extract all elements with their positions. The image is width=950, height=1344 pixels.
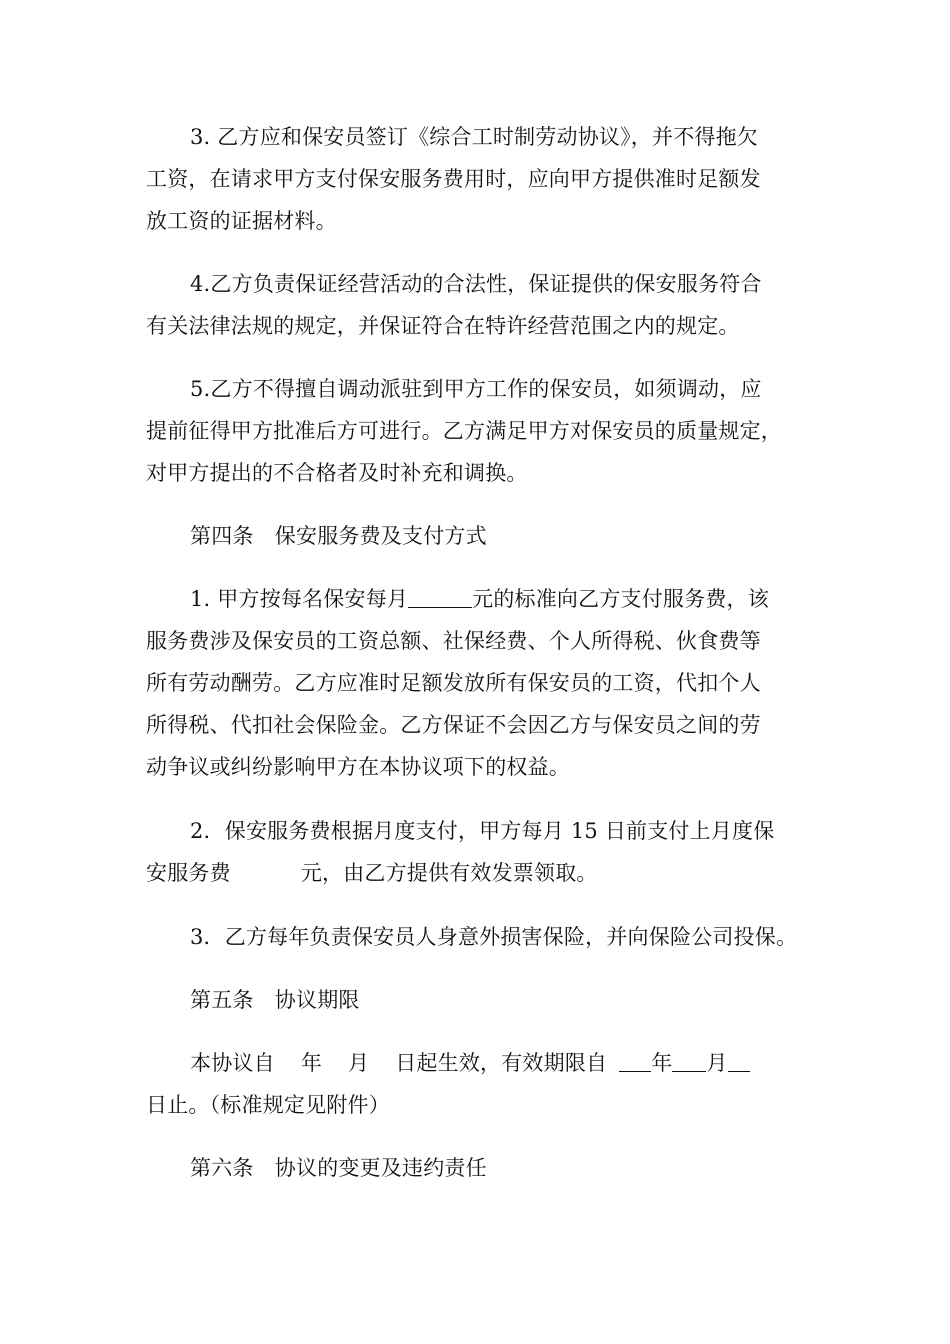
paragraph-line: 3. 乙方应和保安员签订《综合工时制劳动协议》，并不得拖欠 <box>190 125 759 149</box>
paragraph-line: 提前征得甲方批准后方可进行。乙方满足甲方对保安员的质量规定， <box>146 419 782 443</box>
paragraph-text: 安服务费 <box>146 861 231 885</box>
paragraph-line: 工资，在请求甲方支付保安服务费用时，应向甲方提供准时足额发 <box>146 167 761 191</box>
clause-4-paragraph <box>146 263 836 347</box>
paragraph-line: 4.乙方负责保证经营活动的合法性，保证提供的保安服务符合 <box>190 272 762 296</box>
paragraph-line <box>146 852 836 894</box>
paragraph-text: 年 <box>300 1051 323 1075</box>
paragraph-line: 2．保安服务费根据月度支付，甲方每月 15 日前支付上月度保 <box>190 819 775 843</box>
paragraph-text: 月 <box>348 1051 370 1075</box>
article-4-heading <box>146 515 836 557</box>
paragraph-line: 放工资的证据材料。 <box>146 209 337 233</box>
paragraph-line: 5.乙方不得擅自调动派驻到甲方工作的保安员，如须调动，应 <box>190 377 762 401</box>
paragraph-text: 元的标准向乙方支付服务费，该 <box>472 587 769 611</box>
fill-in-blank <box>408 585 472 608</box>
paragraph-line: 日止。（标准规定见附件） <box>146 1093 390 1117</box>
paragraph-text: 月 <box>706 1051 728 1075</box>
section-heading: 第四条 保安服务费及支付方式 <box>190 524 487 548</box>
paragraph-line: 3．乙方每年负责保安员人身意外损害保险，并向保险公司投保。 <box>190 925 798 949</box>
paragraph-line: 所得税、代扣社会保险金。乙方保证不会因乙方与保安员之间的劳 <box>146 713 761 737</box>
paragraph-line: 有关法律法规的规定，并保证符合在特许经营范围之内的规定。 <box>146 314 740 338</box>
fill-in-blank <box>672 1049 706 1072</box>
paragraph-text: 元，由乙方提供有效发票领取。 <box>300 861 598 885</box>
paragraph-line <box>146 1042 836 1084</box>
paragraph-line: 动争议或纠纷影响甲方在本协议项下的权益。 <box>146 755 570 779</box>
fee-clause-1-paragraph <box>146 578 836 788</box>
paragraph-text: 本协议自 <box>190 1051 275 1075</box>
section-heading: 第六条 协议的变更及违约责任 <box>190 1156 487 1180</box>
article-6-heading <box>146 1147 836 1189</box>
paragraph-line: 对甲方提出的不合格者及时补充和调换。 <box>146 461 528 485</box>
paragraph-text: 1. 甲方按每名保安每月 <box>190 587 409 611</box>
clause-3-paragraph <box>146 116 836 242</box>
fee-clause-2-paragraph <box>146 810 836 894</box>
paragraph-text: 日起生效，有效期限自 <box>395 1051 608 1075</box>
paragraph-line: 所有劳动酬劳。乙方应准时足额发放所有保安员的工资，代扣个人 <box>146 671 761 695</box>
fill-in-blank <box>619 1049 651 1072</box>
paragraph-line <box>146 578 836 620</box>
paragraph-line: 服务费涉及保安员的工资总额、社保经费、个人所得税、伙食费等 <box>146 629 761 653</box>
term-paragraph <box>146 1042 836 1126</box>
article-5-heading <box>146 979 836 1021</box>
fill-in-blank <box>728 1049 750 1072</box>
clause-5-paragraph <box>146 368 836 494</box>
section-heading: 第五条 协议期限 <box>190 988 360 1012</box>
fee-clause-3-paragraph <box>146 916 836 958</box>
paragraph-text: 年 <box>651 1051 673 1075</box>
